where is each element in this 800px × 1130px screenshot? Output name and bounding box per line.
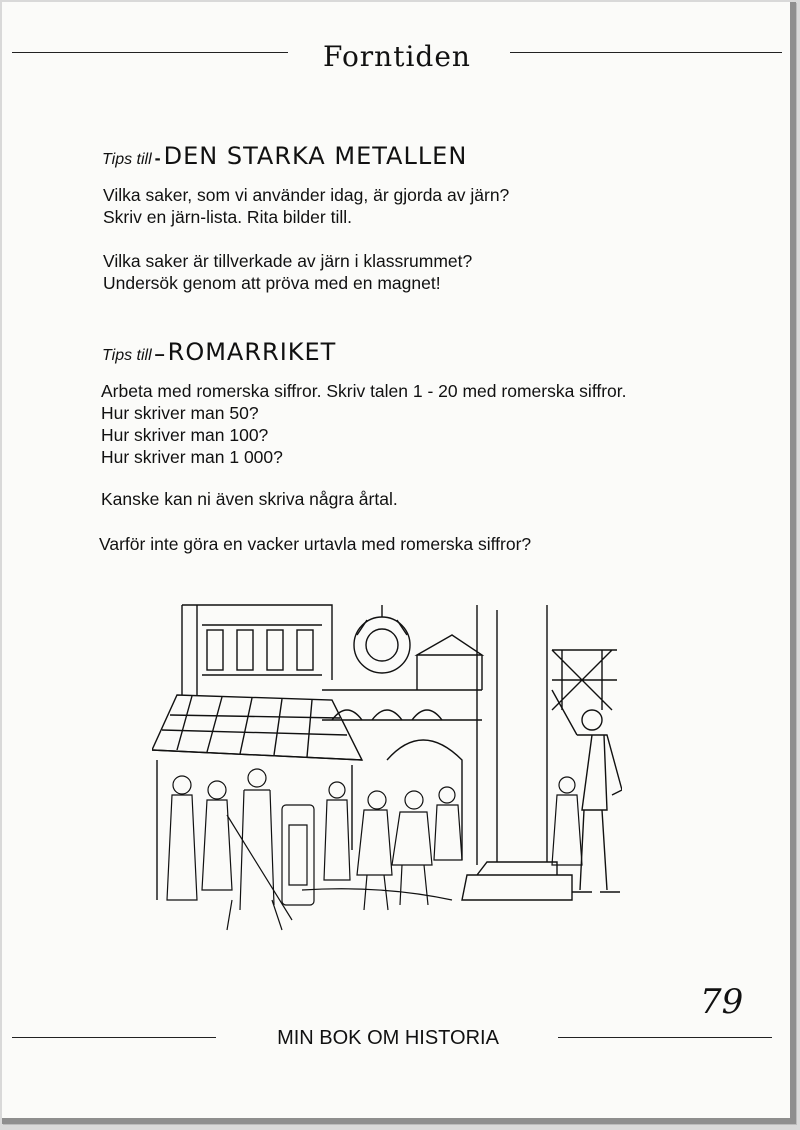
footer-rule-right [558,1037,772,1038]
text-line: Vilka saker är tillverkade av järn i klassrummet? [103,251,473,271]
section-heading-rome [102,338,336,366]
tips-label: Tips till [102,151,152,168]
text-line: Hur skriver man 50? [101,403,259,423]
heading-separator: - [154,148,161,168]
text-line: Arbeta med romerska siffror. Skriv talen 1 - 20 med romerska siffror. [101,381,627,401]
tips-label: Tips till [102,347,152,364]
paragraph [103,250,472,294]
roman-street-illustration [152,600,622,940]
paragraph [101,380,627,468]
paragraph [101,488,398,510]
section-heading-metal [102,142,467,170]
text-line: Hur skriver man 1 000? [101,447,283,467]
paragraph [103,184,509,228]
page-number: 79 [700,982,744,1022]
header-rule-left [12,52,288,53]
text-line: Varför inte göra en vacker urtavla med romerska siffror? [99,534,532,554]
footer-rule-left [12,1037,216,1038]
paragraph [99,533,531,555]
text-line: Hur skriver man 100? [101,425,269,445]
section-title: DEN STARKA METALLEN [163,142,468,170]
text-line: Vilka saker, som vi använder idag, är gjorda av järn? [103,185,510,205]
text-line: Skriv en järn-lista. Rita bilder till. [103,207,352,227]
page [2,2,796,1124]
text-line: Undersök genom att pröva med en magnet! [103,273,441,293]
text-line: Kanske kan ni även skriva några årtal. [101,489,398,509]
page-header-title: Forntiden [323,40,471,73]
footer-title: MIN BOK OM HISTORIA [277,1027,499,1049]
header-rule-right [510,52,782,53]
heading-separator: – [154,344,165,364]
section-title: ROMARRIKET [167,338,337,366]
